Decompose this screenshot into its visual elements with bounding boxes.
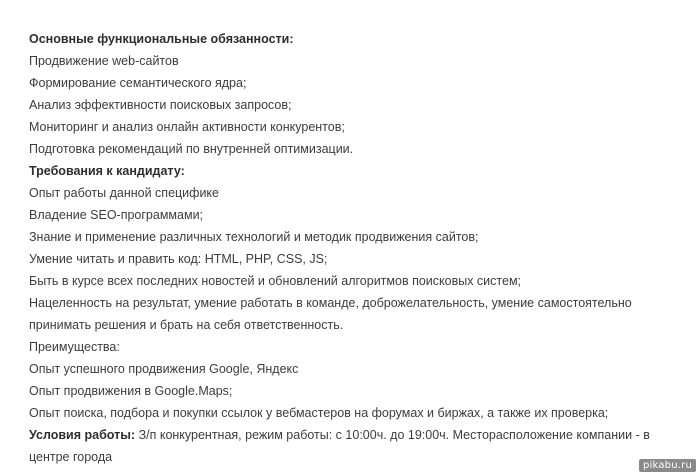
conditions-text: З/п конкурентная, режим работы: с 10:00ч. до 19:00ч. Месторасположение компании - в центре города [29,428,650,464]
duty-item: Подготовка рекомендаций по внутренней оптимизации. [29,142,354,156]
duty-item: Формирование семантического ядра; [29,76,247,90]
conditions-heading: Условия работы: [29,428,136,442]
requirement-item: Нацеленность на результат, умение работать в команде, доброжелательность, умение самостоятельно принимать решения и брать на себя ответственность. [29,296,632,332]
requirement-item: Владение SEO-программами; [29,208,204,222]
advantages-heading: Преимущества: [29,340,120,354]
duty-item: Продвижение web-сайтов [29,54,179,68]
duty-item: Мониторинг и анализ онлайн активности конкурентов; [29,120,345,134]
duty-item: Анализ эффективности поисковых запросов; [29,98,292,112]
advantage-item: Опыт поиска, подбора и покупки ссылок у вебмастеров на форумах и биржах, а также их проверка; [29,406,609,420]
advantage-item: Опыт продвижения в Google.Maps; [29,384,233,398]
vacancy-text [29,28,669,468]
conditions-paragraph [29,424,669,468]
requirements-heading: Требования к кандидату: [29,164,185,178]
requirement-item: Опыт работы данной специфике [29,186,219,200]
requirement-item: Знание и применение различных технологий и методик продвижения сайтов; [29,230,479,244]
advantage-item: Опыт успешного продвижения Google, Яндекс [29,362,299,376]
watermark-logo: pikabu.ru [639,459,696,472]
requirement-item: Умение читать и править код: HTML, PHP, CSS, JS; [29,252,328,266]
duties-heading: Основные функциональные обязанности: [29,32,294,46]
requirement-item: Быть в курсе всех последних новостей и обновлений алгоритмов поисковых систем; [29,274,522,288]
